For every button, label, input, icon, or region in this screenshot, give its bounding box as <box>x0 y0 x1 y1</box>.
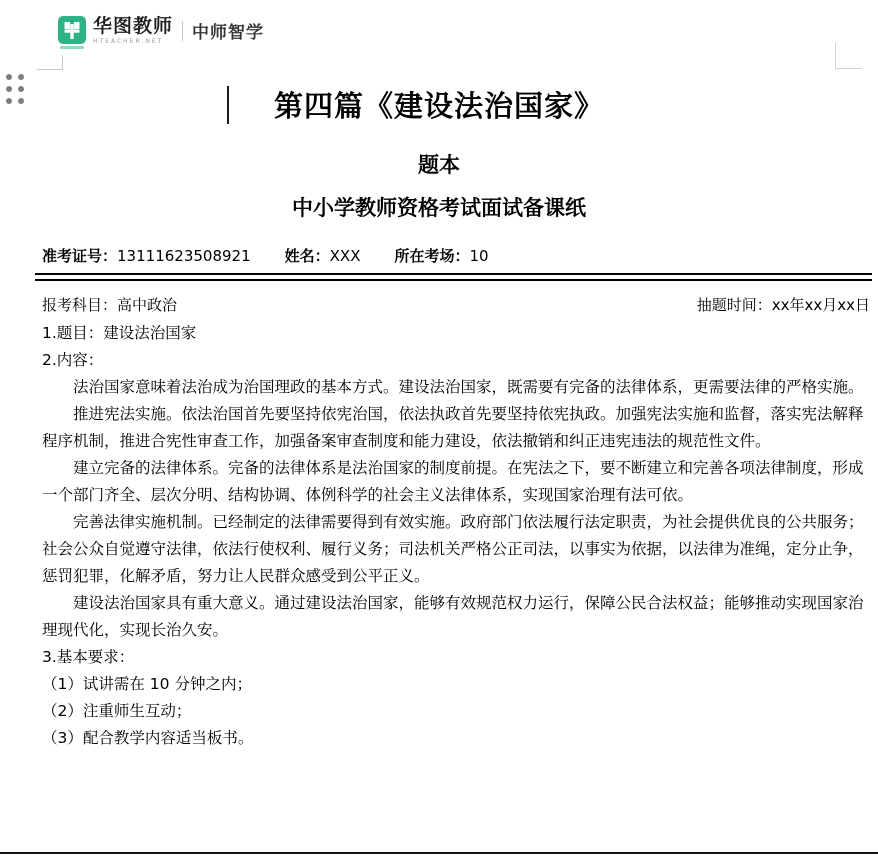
logo-brand-subtext: HTEACHER.NET <box>93 38 164 45</box>
content-paragraph: 完善法律实施机制。已经制定的法律需要得到有效实施。政府部门依法履行法定职责，为社会提供优良的公共服务；社会公众自觉遵守法律，依法行使权利、履行义务；司法机关严格公正司法，以事实为依据，以法律为准绳，定分止争，惩罚犯罪，化解矛盾，努力让人民群众感受到公平正义。 <box>42 513 864 585</box>
document-body <box>42 320 871 752</box>
candidate-name-label: 姓名： <box>284 247 330 265</box>
logo-icon-wrap <box>58 16 86 49</box>
ticket-number-value: 13111623508921 <box>117 247 251 265</box>
text-boundary-corner-right <box>835 43 862 69</box>
candidate-name-value: XXX <box>329 247 361 265</box>
exam-meta-row <box>42 294 870 315</box>
subject-value: 高中政治 <box>117 296 178 314</box>
subject-field <box>42 294 177 315</box>
draw-time-value: xx年xx月xx日 <box>771 296 870 314</box>
logo-brand-text: 华图教师 <box>93 15 174 37</box>
draw-time-label: 抽题时间： <box>696 296 772 314</box>
content-label-line: 2.内容： <box>42 351 104 369</box>
requirement-line: （1）试讲需在 10 分钟之内； <box>42 675 252 693</box>
content-paragraph: 建设法治国家具有重大意义。通过建设法治国家，能够有效规范权力运行，保障公民合法权益；能够推动实现国家治理现代化，实现长治久安。 <box>42 594 864 639</box>
logo-product-text: 中师智学 <box>192 23 265 43</box>
exam-room-label: 所在考场： <box>394 247 470 265</box>
double-horizontal-rule <box>35 273 872 281</box>
page-bottom-rule <box>0 852 878 854</box>
requirements-label-line: 3.基本要求： <box>42 648 135 666</box>
logo-icon-caption <box>60 46 84 49</box>
requirement-line: （2）注重师生互动； <box>42 702 192 720</box>
content-paragraph: 法治国家意味着法治成为治国理政的基本方式。建设法治国家，既需要有完备的法律体系，更需要法律的严格实施。 <box>73 378 864 396</box>
text-boundary-corner-left <box>37 55 63 70</box>
huatu-teacher-logo-icon <box>58 16 86 44</box>
content-paragraph: 推进宪法实施。依法治国首先要坚持依宪治国，依法执政首先要坚持依宪执政。加强宪法实施和监督，落实宪法解释程序机制，推进合宪性审查工作，加强备案审查制度和能力建设，依法撤销和纠正违宪违法的规范性文件。 <box>42 405 864 450</box>
candidate-info-row <box>42 245 870 266</box>
draw-time-field <box>697 294 870 315</box>
topic-line: 1.题目：建设法治国家 <box>42 324 197 342</box>
requirement-line: （3）配合教学内容适当板书。 <box>42 729 254 747</box>
exam-room-value: 10 <box>469 247 489 265</box>
app-logo <box>58 16 264 49</box>
document-heading: 中小学教师资格考试面试备课纸 <box>292 196 586 220</box>
document-subtitle: 题本 <box>418 153 460 177</box>
ticket-number-label: 准考证号： <box>42 247 118 265</box>
document-title: 第四篇《建设法治国家》 <box>273 89 604 123</box>
logo-divider <box>182 21 183 41</box>
content-paragraph: 建立完备的法律体系。完备的法律体系是法治国家的制度前提。在宪法之下，要不断建立和完善各项法律制度，形成一个部门齐全、层次分明、结构协调、体例科学的社会主义法律体系，实现国家治理有法可依。 <box>42 459 864 504</box>
subject-label: 报考科目： <box>42 296 118 314</box>
